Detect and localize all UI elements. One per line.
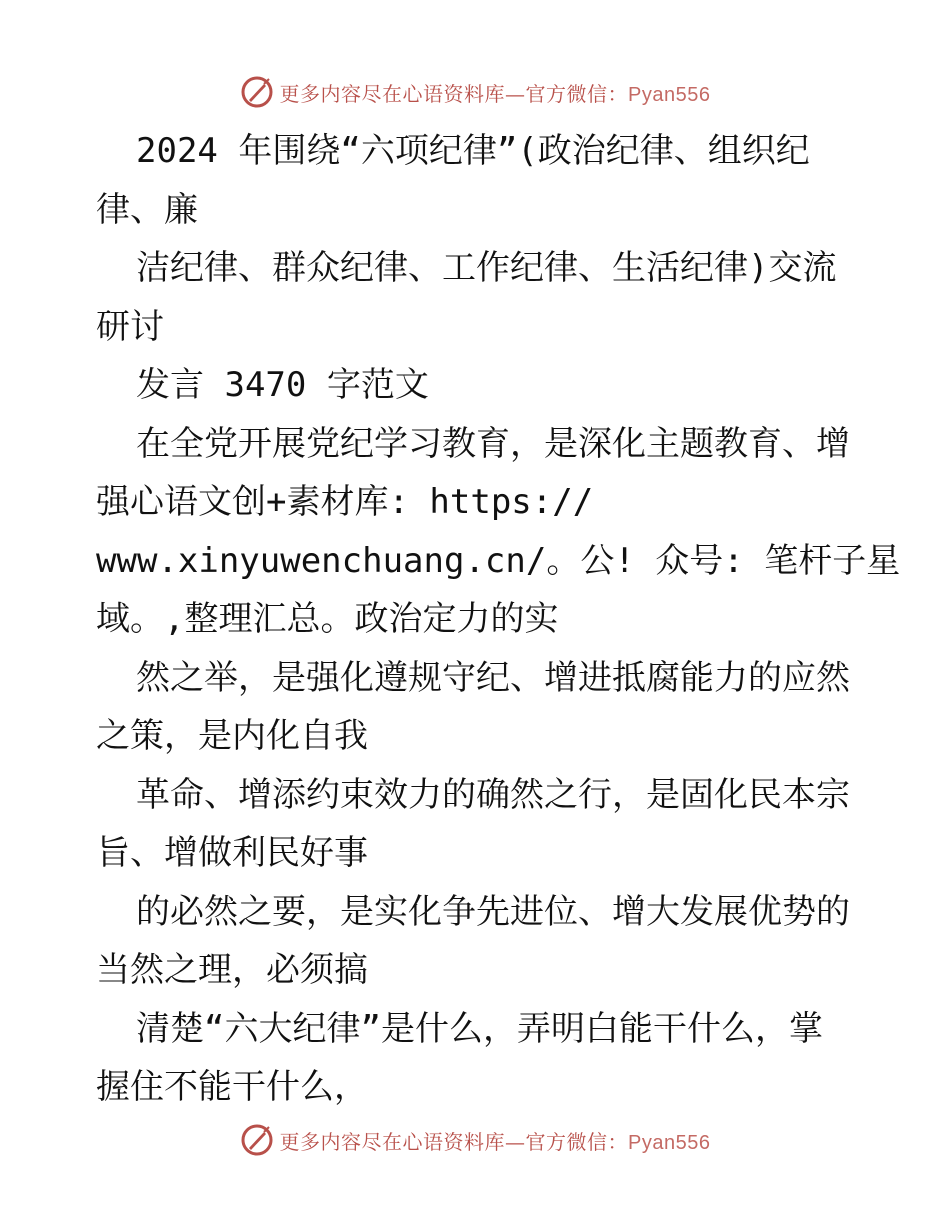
text-line: 在全党开展党纪学习教育，是深化主题教育、增 — [136, 423, 850, 464]
text-line: 强心语文创+素材库: https:// — [96, 482, 594, 522]
text-line: 的必然之要，是实化争先进位、增大发展优势的 — [136, 891, 850, 932]
text-line: 域。,整理汇总。政治定力的实 — [96, 599, 559, 639]
quill-pen-circle-icon — [240, 75, 274, 109]
document-body — [96, 122, 901, 1117]
text-line: 发言 3470 字范文 — [136, 365, 429, 405]
text-line: www.xinyuwenchuang.cn/。公! 众号: 笔杆子星 — [96, 540, 901, 581]
text-line: 握住不能干什么， — [96, 1067, 368, 1107]
text-line: 洁纪律、群众纪律、工作纪律、生活纪律)交流 — [136, 248, 837, 288]
wechat-id: Pyan556 — [628, 83, 711, 106]
quill-pen-circle-icon — [240, 1123, 274, 1157]
text-line: 旨、增做利民好事 — [96, 833, 368, 873]
text-line: 清楚“六大纪律”是什么，弄明白能干什么，掌 — [136, 1008, 823, 1049]
banner-label: 更多内容尽在心语资料库—官方微信：Pyan556 — [279, 81, 711, 106]
footer-banner — [0, 1120, 950, 1160]
text-line: 当然之理，必须搞 — [96, 950, 368, 990]
text-line: 革命、增添约束效力的确然之行，是固化民本宗 — [136, 774, 850, 815]
text-line: 之策，是内化自我 — [96, 716, 368, 756]
wechat-id: Pyan556 — [628, 1131, 711, 1154]
header-banner — [0, 72, 950, 112]
text-line: 然之举，是强化遵规守纪、增进抵腐能力的应然 — [136, 657, 850, 698]
banner-label: 更多内容尽在心语资料库—官方微信：Pyan556 — [279, 1129, 711, 1154]
text-line: 律、廉 — [96, 189, 198, 230]
text-line: 2024 年围绕“六项纪律”(政治纪律、组织纪 — [136, 131, 810, 171]
text-line: 研讨 — [96, 306, 164, 347]
